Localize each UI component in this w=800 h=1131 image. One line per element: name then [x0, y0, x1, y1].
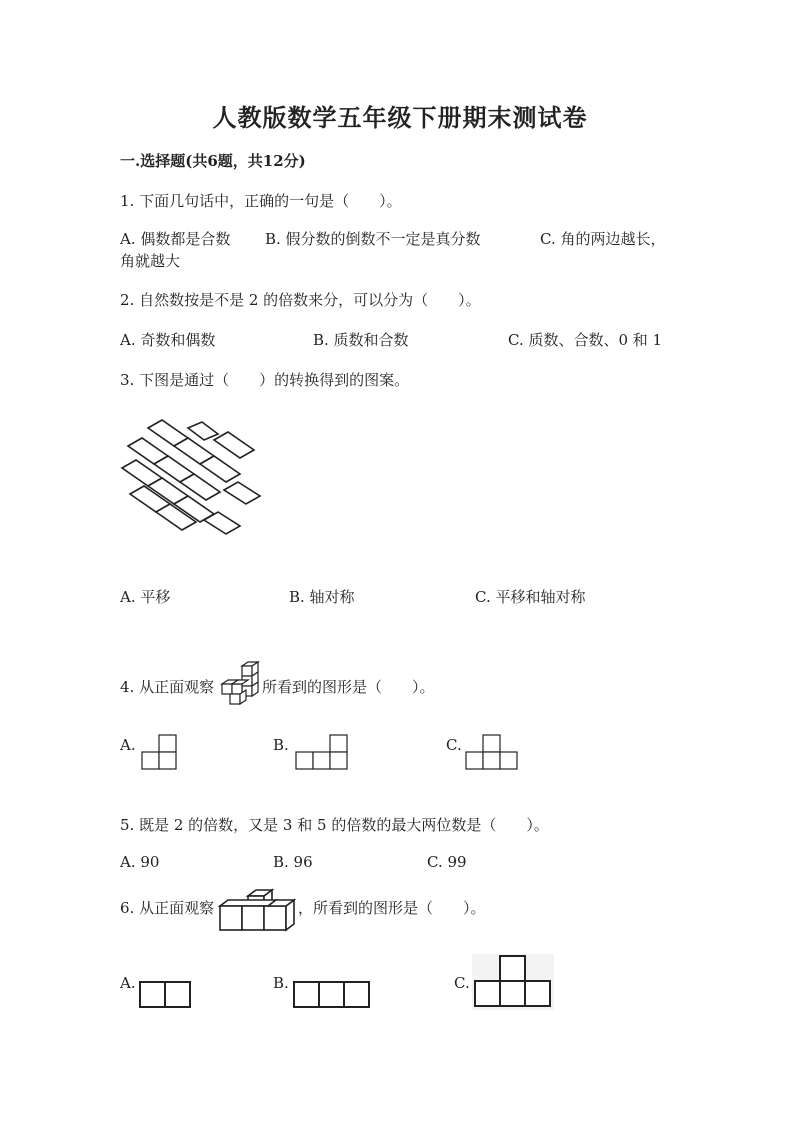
- question-5-stem: 5. 既是 2 的倍数，又是 3 和 5 的倍数的最大两位数是（ ）。: [120, 816, 549, 834]
- question-6-stem-start: 6. 从正面观察: [120, 899, 215, 917]
- question-2-stem: 2. 自然数按是不是 2 的倍数来分，可以分为（ ）。: [120, 291, 481, 309]
- question-4-option-c-label: C.: [446, 736, 462, 754]
- question-6-stem-end: ，所看到的图形是（ ）。: [298, 899, 486, 917]
- question-1-option-b: B. 假分数的倒数不一定是真分数: [265, 230, 481, 248]
- question-4-option-a-figure: [140, 734, 178, 772]
- question-3-option-c: C. 平移和轴对称: [475, 588, 586, 606]
- question-2-option-b: B. 质数和合数: [313, 331, 409, 349]
- question-3-stem: 3. 下图是通过（ ）的转换得到的图案。: [120, 371, 410, 389]
- question-4-option-b-label: B.: [273, 736, 289, 754]
- question-4-stem-end: 所看到的图形是（ ）。: [262, 678, 435, 696]
- question-2-option-a: A. 奇数和偶数: [120, 331, 216, 349]
- question-6-option-c-label: C.: [454, 974, 470, 992]
- question-5-option-b: B. 96: [273, 853, 313, 871]
- question-6-option-a-figure: [138, 980, 192, 1010]
- cube-stack-icon: [218, 664, 266, 710]
- question-6-option-b-figure: [292, 980, 372, 1010]
- question-2-option-c: C. 质数、合数、0 和 1: [508, 331, 663, 349]
- question-4-stem-start: 4. 从正面观察: [120, 678, 215, 696]
- question-4-option-b-figure: [294, 734, 350, 772]
- question-5-option-c: C. 99: [427, 853, 467, 871]
- question-3-option-b: B. 轴对称: [289, 588, 355, 606]
- question-3-option-a: A. 平移: [120, 588, 171, 606]
- cube-row-icon: [218, 890, 298, 934]
- question-1-option-c-continued: 角就越大: [120, 252, 181, 270]
- question-6-option-a-label: A.: [120, 974, 136, 992]
- page-title: 人教版数学五年级下册期末测试卷: [212, 103, 588, 132]
- section-heading: 一.选择题(共6题，共12分): [120, 152, 306, 170]
- question-6-option-c-figure: [472, 954, 554, 1010]
- question-4-option-a-label: A.: [120, 736, 136, 754]
- question-1-option-c: C. 角的两边越长，: [540, 230, 666, 248]
- question-6-option-b-label: B.: [273, 974, 289, 992]
- tessellation-pattern-icon: [118, 420, 266, 540]
- question-1-option-a: A. 偶数都是合数: [120, 230, 231, 248]
- question-1-stem: 1. 下面几句话中，正确的一句是（ ）。: [120, 192, 402, 210]
- question-5-option-a: A. 90: [120, 853, 160, 871]
- question-4-option-c-figure: [464, 734, 520, 772]
